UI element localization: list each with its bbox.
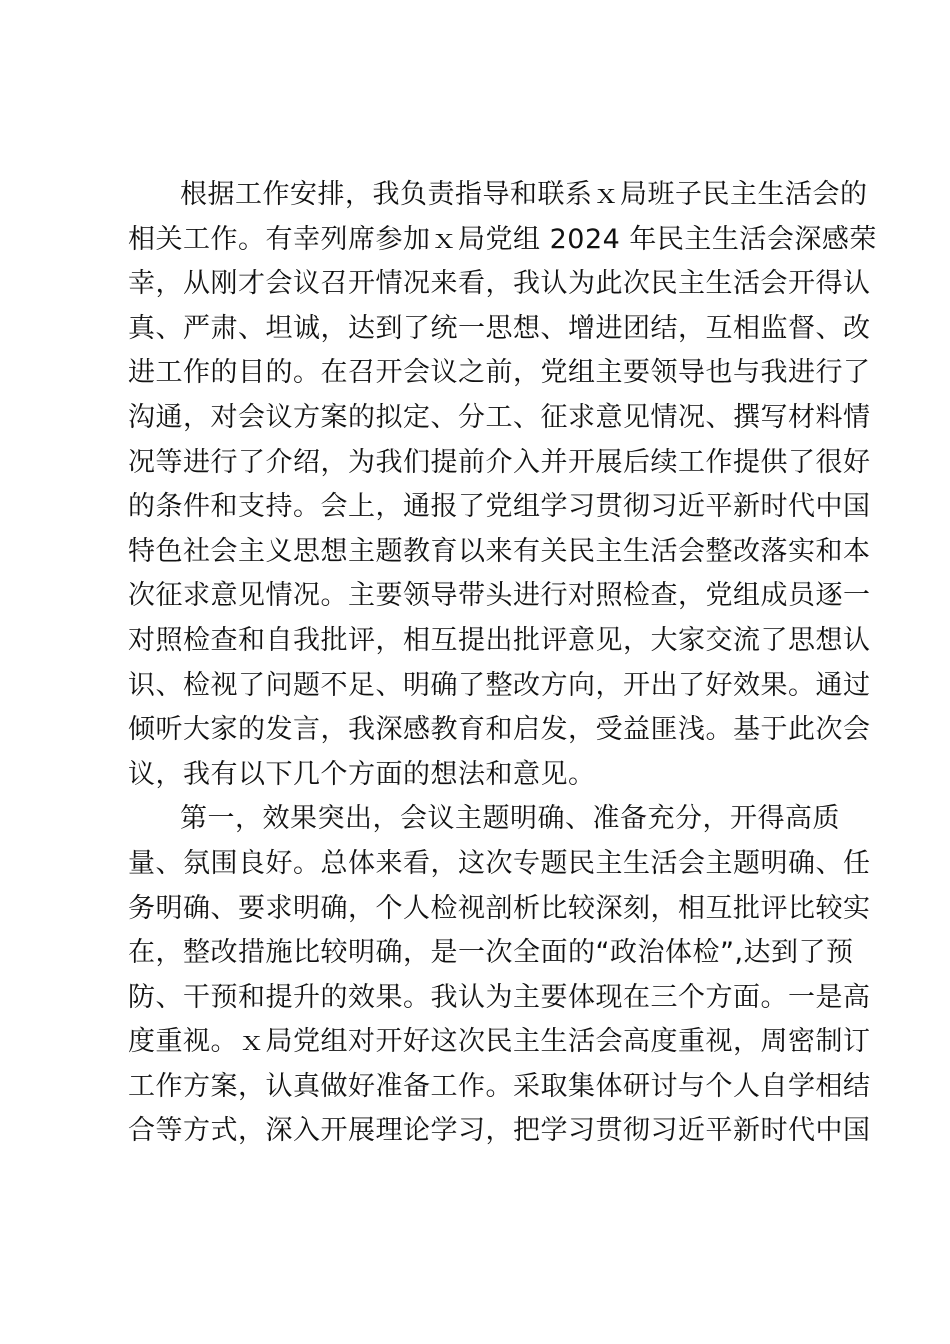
document-body [128,173,877,1154]
text-line: 根据工作安排，我负责指导和联系ｘ局班子民主生活会的 [180,179,868,210]
text-line: 特色社会主义思想主题教育以来有关民主生活会整改落实和本 [128,535,871,567]
text-line: 真、严肃、坦诚，达到了统一思想、增进团结，互相监督、改 [128,312,871,344]
text-line: 在，整改措施比较明确，是一次全面的“政治体检”,达到了预 [128,937,854,969]
text-line: 幸，从刚才会议召开情况来看，我认为此次民主生活会开得认 [128,268,871,300]
text-line: 防、干预和提升的效果。我认为主要体现在三个方面。一是高 [128,981,871,1013]
text-line: 进工作的目的。在召开会议之前，党组主要领导也与我进行了 [128,357,871,389]
text-line: 倾听大家的发言，我深感教育和启发，受益匪浅。基于此次会 [128,714,871,746]
text-line: 合等方式，深入开展理论学习，把学习贯彻习近平新时代中国 [128,1115,871,1147]
text-line: 度重视。ｘ局党组对开好这次民主生活会高度重视，周密制订 [128,1026,871,1058]
text-line: 况等进行了介绍，为我们提前介入并开展后续工作提供了很好 [128,446,871,478]
text-line: 识、检视了问题不足、明确了整改方向，开出了好效果。通过 [128,669,871,701]
text-line: 的条件和支持。会上，通报了党组学习贯彻习近平新时代中国 [128,491,871,523]
text-line: 第一，效果突出，会议主题明确、准备充分，开得高质 [180,803,840,835]
text-line: 工作方案，认真做好准备工作。采取集体研讨与个人自学相结 [128,1070,871,1102]
paragraph-1 [128,173,877,797]
text-line: 相关工作。有幸列席参加ｘ局党组 2024 年民主生活会深感荣 [128,223,877,255]
text-line: 议，我有以下几个方面的想法和意见。 [128,758,596,790]
text-line: 次征求意见情况。主要领导带头进行对照检查，党组成员逐一 [128,580,871,612]
text-line: 务明确、要求明确，个人检视剖析比较深刻，相互批评比较实 [128,892,871,924]
paragraph-2 [128,797,871,1154]
text-line: 量、氛围良好。总体来看，这次专题民主生活会主题明确、任 [128,847,871,879]
text-line: 对照检查和自我批评，相互提出批评意见，大家交流了思想认 [128,624,871,656]
text-line: 沟通，对会议方案的拟定、分工、征求意见情况、撰写材料情 [128,401,871,433]
